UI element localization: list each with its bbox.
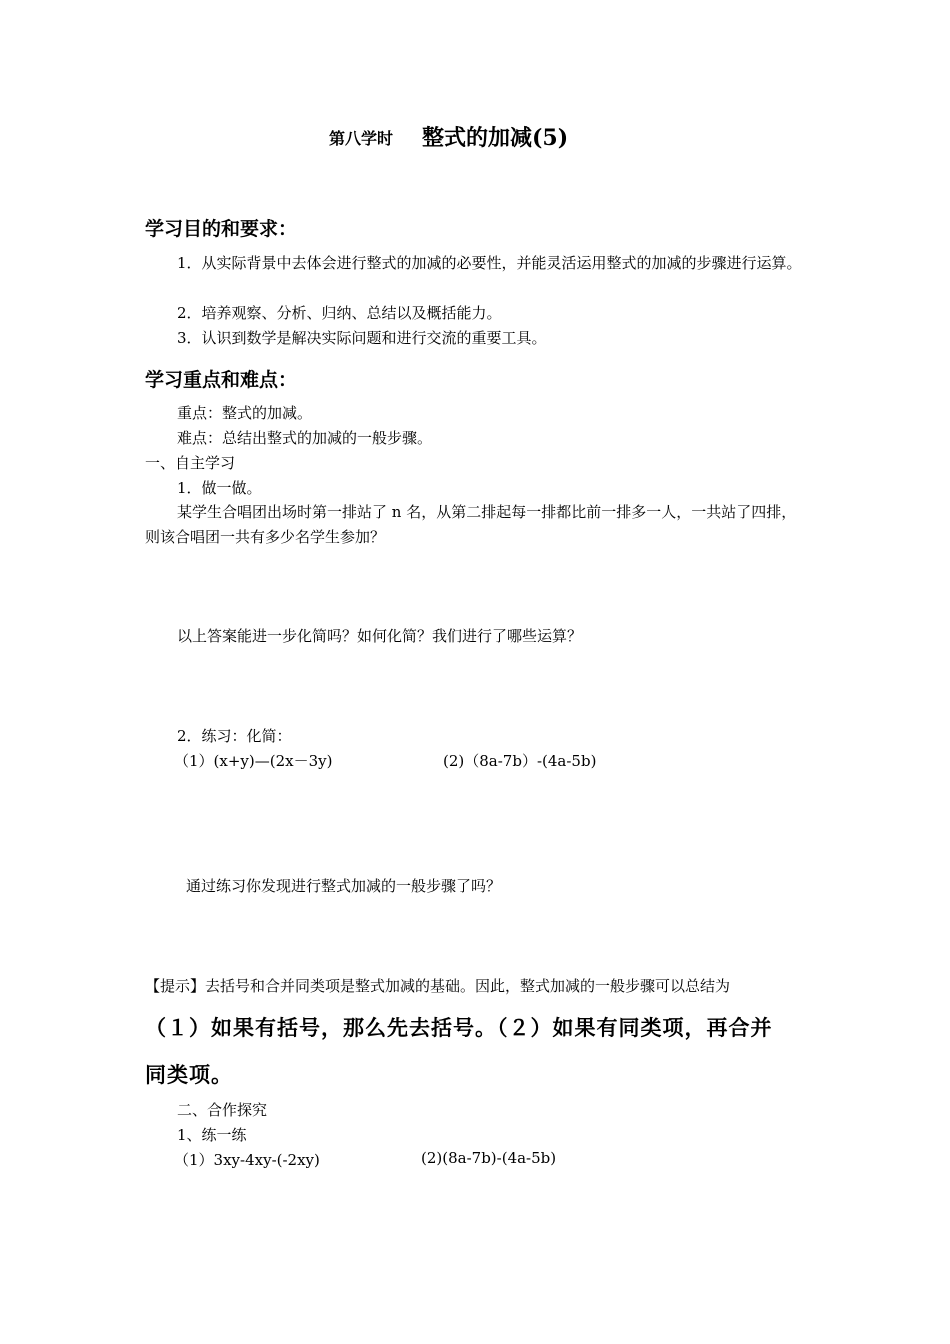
part-two-exercise-1: （1）3xy-4xy-(-2xy): [174, 1151, 320, 1169]
goal-item-1: 1．从实际背景中去体会进行整式的加减的必要性，并能灵活运用整式的加减的步骤进行运算。: [177, 254, 802, 272]
part-one-question: 以上答案能进一步化简吗？如何化简？我们进行了哪些运算？: [177, 627, 583, 645]
part-one-exercise-1: （1）(x+y)—(2x－3y): [174, 752, 333, 770]
goal-item-2: 2．培养观察、分析、归纳、总结以及概括能力。: [177, 304, 502, 322]
focus-difficulty: 难点：总结出整式的加减的一般步骤。: [177, 429, 433, 447]
hint-line: [145, 975, 730, 996]
part-two-sub1: 1、练一练: [177, 1126, 247, 1144]
goal-item-3: 3．认识到数学是解决实际问题和进行交流的重要工具。: [177, 329, 547, 347]
focus-key: 重点：整式的加减。: [177, 404, 313, 422]
part-two-heading: 二、合作探究: [177, 1101, 268, 1119]
goals-heading: 学习目的和要求：: [145, 218, 298, 240]
part-one-exercise-2: (2)（8a-7b）-(4a-5b): [443, 752, 597, 770]
page-title: 整式的加减(5): [422, 125, 569, 151]
part-one-sub1: 1．做一做。: [177, 479, 262, 497]
hint-label: 【提示】: [145, 977, 206, 995]
title-prefix: 第八学时: [329, 129, 394, 148]
focus-heading: 学习重点和难点：: [145, 369, 298, 391]
part-one-sub2: 2．练习：化简：: [177, 727, 292, 745]
part-two-exercise-2: (2)(8a-7b)-(4a-5b): [421, 1149, 557, 1167]
hint-bold-line-2: 同类项。: [145, 1062, 233, 1087]
hint-bold-line-1: （１）如果有括号，那么先去括号。（２）如果有同类项，再合并: [145, 1015, 773, 1040]
part-one-reflect: 通过练习你发现进行整式加减的一般步骤了吗？: [186, 877, 502, 895]
hint-text: 去括号和合并同类项是整式加减的基础。因此，整式加减的一般步骤可以总结为: [205, 977, 731, 995]
part-one-problem: 某学生合唱团出场时第一排站了 n 名，从第二排起每一排都比前一排多一人，一共站了四排，则该合唱团一共有多少名学生参加？: [145, 503, 797, 546]
part-one-heading: 一、自主学习: [145, 454, 236, 472]
